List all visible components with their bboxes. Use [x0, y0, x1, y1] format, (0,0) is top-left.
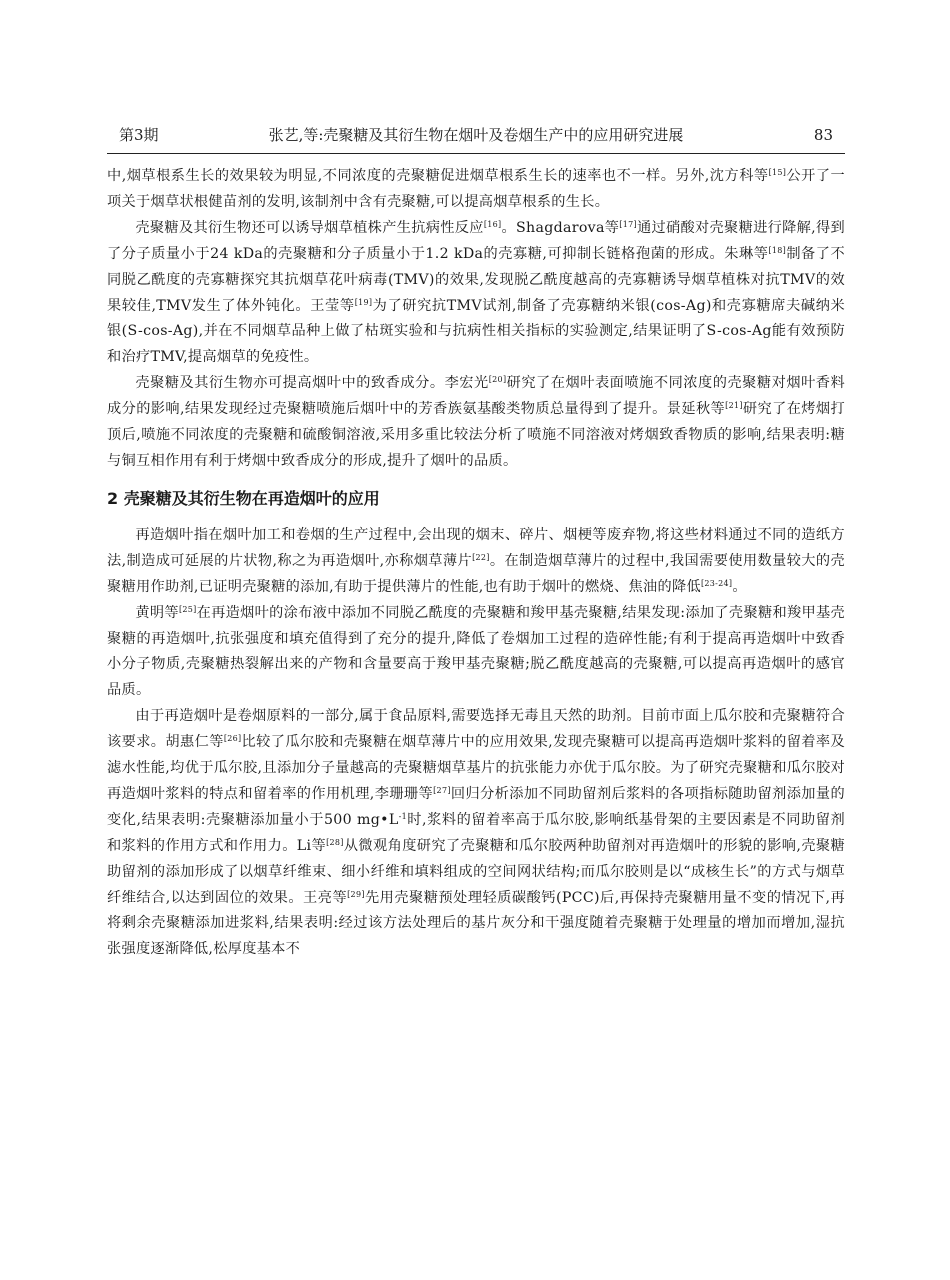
header-rule [107, 153, 845, 154]
text-run: 通过硝酸对壳聚糖进行降解,得到了分子质量小于24 kDa的壳聚糖和分子质量小于1.2 kDa的壳寡糖,可抑制长链格孢菌的形成。朱琳等 [107, 219, 846, 262]
text-run: 从微观角度研究了壳聚糖和瓜尔胶两种助留剂对再造烟叶的形貌的影响,壳聚糖助留剂的添加形成了以烟草纤维束、细小纤维和填料组成的空间网状结构;而瓜尔胶则是以“成核生长”的方式与烟草纤维结合,以达到固位的效果。王亮等 [107, 837, 846, 906]
text-run: 研究了在烤烟打顶后,喷施不同浓度的壳聚糖和硫酸铜溶液,采用多重比较法分析了喷施不同溶液对烤烟致香物质的影响,结果表明:糖与铜互相作用有利于烤烟中致香成分的形成,提升了烟叶的品质。 [107, 401, 845, 469]
text-run: 回归分析添加不同助留剂后浆料的各项指标随助留剂添加量的变化,结果表明:壳聚糖添加量小于500 mg•L [107, 785, 845, 828]
text-run: 。 [732, 578, 747, 595]
paragraph-1 [107, 164, 845, 216]
paragraph-3 [107, 371, 845, 475]
text-run: 研究了在烟叶表面喷施不同浓度的壳聚糖对烟叶香料成分的影响,结果发现经过壳聚糖喷施后烟叶中的芳香族氨基酸类物质总量得到了提升。景延秋等 [107, 375, 846, 418]
citation: [15] [768, 168, 787, 177]
text-run: 壳聚糖及其衍生物亦可提高烟叶中的致香成分。李宏光 [135, 375, 489, 392]
citation: [26] [223, 734, 242, 744]
text-run: 中,烟草根系生长的效果较为明显,不同浓度的壳聚糖促进烟草根系生长的速率也不一样。另外,沈方科等 [107, 168, 769, 184]
text-run: 制备了不同脱乙酰度的壳寡糖探究其抗烟草花叶病毒(TMV)的效果,发现脱乙酰度越高的壳寡糖诱导烟草植株对抗TMV的效果较佳,TMV发生了体外钝化。王莹等 [107, 245, 846, 314]
text-run: 由于再造烟叶是卷烟原料的一部分,属于食品原料,需要选择无毒且天然的助剂。目前市面上瓜尔胶和壳聚糖符合该要求。胡惠仁等 [107, 708, 845, 751]
citation: [25] [178, 604, 197, 614]
running-header [107, 122, 845, 148]
paragraph-6 [107, 704, 845, 963]
text-run: 公开了一项关于烟草状根健苗剂的发明,该制剂中含有壳聚糖,可以提高烟草根系的生长。 [107, 168, 845, 210]
citation: [29] [347, 889, 365, 899]
citation: [20] [488, 375, 507, 385]
page-number: 83 [813, 126, 833, 144]
text-run: 。Shagdarova等 [501, 219, 620, 236]
running-title: 张艺,等:壳聚糖及其衍生物在烟叶及卷烟生产中的应用研究进展 [268, 126, 684, 144]
citation: [18] [768, 245, 787, 255]
citation: [21] [725, 401, 743, 411]
text-run: 先用壳聚糖预处理轻质碳酸钙(PCC)后,再保持壳聚糖用量不变的情况下,再将剩余壳聚糖添加进浆料,结果表明:经过该方法处理后的基片灰分和干强度随着壳聚糖于处理量的增加而增加,湿抗张强度逐渐降低,松厚度基本不 [107, 889, 845, 958]
unit-exponent: -1 [398, 811, 407, 821]
citation: [16] [483, 219, 502, 229]
citation: [17] [619, 219, 637, 229]
citation: [28] [326, 837, 344, 847]
section-heading: 2 壳聚糖及其衍生物在再造烟叶的应用 [107, 488, 380, 508]
text-run: 时,浆料的留着率高于瓜尔胶,影响纸基骨架的主要因素是不同助留剂和浆料的作用方式和作用力。Li等 [107, 811, 845, 854]
text-run: 。在制造烟草薄片的过程中,我国需要使用数量较大的壳聚糖用作助剂,已证明壳聚糖的添加,有助于提供薄片的性能,也有助于烟叶的燃烧、焦油的降低 [107, 552, 845, 595]
paragraph-4 [107, 523, 845, 601]
citation: [19] [354, 297, 373, 307]
text-run: 比较了瓜尔胶和壳聚糖在烟草薄片中的应用效果,发现壳聚糖可以提高再造烟叶浆料的留着率及滤水性能,均优于瓜尔胶,且添加分子量越高的壳聚糖烟草基片的抗张能力亦优于瓜尔胶。为了研究壳聚糖和瓜尔胶对再造烟叶浆料的特点和留着率的作用机理,李珊珊等 [107, 734, 845, 802]
paragraph-5 [107, 601, 845, 705]
paragraph-2 [107, 216, 845, 371]
text-run: 在再造烟叶的涂布液中添加不同脱乙酰度的壳聚糖和羧甲基壳聚糖,结果发现:添加了壳聚糖和羧甲基壳聚糖的再造烟叶,抗张强度和填充值得到了充分的提升,降低了卷烟加工过程的造碎性能;有利于提高再造烟叶中致香小分子物质,壳聚糖热裂解出来的产物和含量要高于羧甲基壳聚糖;脱乙酰度越高的壳聚糖,可以提高再造烟叶的感官品质。 [107, 604, 846, 699]
citation: [22] [472, 552, 490, 562]
issue-label: 第3期 [119, 126, 159, 144]
text-run: 黄明等 [135, 604, 179, 621]
citation: [23-24] [700, 578, 733, 588]
text-run: 壳聚糖及其衍生物还可以诱导烟草植株产生抗病性反应 [135, 219, 484, 236]
text-run: 为了研究抗TMV试剂,制备了壳寡糖纳米银(cos-Ag)和壳寡糖席夫碱纳米银(S-cos-Ag),并在不同烟草品种上做了枯斑实验和与抗病性相关指标的实验测定,结果证明了S-cos-Ag能有效预防和治疗TMV,提高烟草的免疫性。 [107, 297, 845, 366]
citation: [27] [433, 785, 451, 795]
article-body [107, 164, 845, 963]
text-run: 再造烟叶指在烟叶加工和卷烟的生产过程中,会出现的烟末、碎片、烟梗等废弃物,将这些材料通过不同的造纸方法,制造成可延展的片状物,称之为再造烟叶,亦称烟草薄片 [107, 526, 845, 569]
